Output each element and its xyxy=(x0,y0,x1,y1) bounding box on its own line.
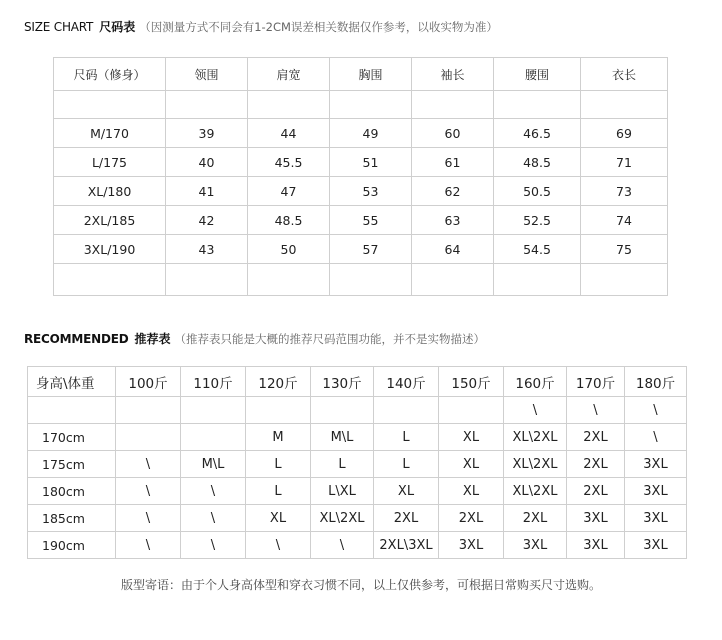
recommended-header-cell: 150斤 xyxy=(439,367,504,397)
size-chart-blank-cell xyxy=(166,91,248,119)
size-chart-cell: 43 xyxy=(166,235,248,264)
recommended-size-cell: 3XL xyxy=(625,451,687,478)
recommended-size-cell: \ xyxy=(567,397,625,424)
recommended-size-cell: L xyxy=(374,424,439,451)
size-chart-cell: 2XL/185 xyxy=(54,206,166,235)
size-chart-cell: 61 xyxy=(412,148,494,177)
recommended-size-cell: \ xyxy=(311,532,374,559)
recommended-size-cell: XL\2XL xyxy=(504,451,567,478)
size-chart-header-cell: 尺码（修身） xyxy=(54,58,166,91)
size-chart-cell: 40 xyxy=(166,148,248,177)
size-chart-header-cell: 腰围 xyxy=(494,58,581,91)
size-chart-header-cell: 衣长 xyxy=(581,58,668,91)
recommended-header-cell: 130斤 xyxy=(311,367,374,397)
size-chart-blank-cell xyxy=(54,91,166,119)
size-chart-cell: XL/180 xyxy=(54,177,166,206)
recommended-header-cell: 120斤 xyxy=(246,367,311,397)
size-chart-blank-cell xyxy=(54,264,166,296)
size-chart-cell: 55 xyxy=(330,206,412,235)
recommended-heading xyxy=(24,330,485,347)
recommended-header-cell: 160斤 xyxy=(504,367,567,397)
recommended-height-cell: 190cm xyxy=(28,532,116,559)
size-chart-cell: 49 xyxy=(330,119,412,148)
recommended-header-cell: 170斤 xyxy=(567,367,625,397)
size-chart-blank-cell xyxy=(494,91,581,119)
size-chart-header-cell: 肩宽 xyxy=(248,58,330,91)
size-chart-blank-cell xyxy=(412,91,494,119)
recommended-size-cell: L xyxy=(246,451,311,478)
recommended-size-cell xyxy=(374,397,439,424)
size-chart-cell: 41 xyxy=(166,177,248,206)
recommended-size-cell: M\L xyxy=(311,424,374,451)
recommended-height-cell xyxy=(28,397,116,424)
recommended-size-cell: \ xyxy=(625,397,687,424)
size-chart-blank-row xyxy=(54,264,668,296)
recommended-header-cell: 100斤 xyxy=(116,367,181,397)
recommended-size-cell: 2XL xyxy=(439,505,504,532)
recommended-height-cell: 185cm xyxy=(28,505,116,532)
size-chart-blank-cell xyxy=(248,91,330,119)
recommended-size-cell: \ xyxy=(116,451,181,478)
recommended-size-cell xyxy=(311,397,374,424)
recommended-size-cell: 3XL xyxy=(504,532,567,559)
recommended-size-cell: \ xyxy=(116,532,181,559)
size-chart-cell: 48.5 xyxy=(494,148,581,177)
recommended-size-cell xyxy=(246,397,311,424)
table-row xyxy=(54,235,668,264)
recommended-note: （推荐表只能是大概的推荐尺码范围功能，并不是实物描述） xyxy=(174,332,486,346)
table-row xyxy=(28,451,687,478)
recommended-size-cell: \ xyxy=(625,424,687,451)
recommended-size-cell: 2XL xyxy=(567,451,625,478)
size-chart-cell: 39 xyxy=(166,119,248,148)
size-chart-blank-cell xyxy=(166,264,248,296)
recommended-size-cell xyxy=(181,397,246,424)
size-chart-cell: 73 xyxy=(581,177,668,206)
recommended-height-cell: 180cm xyxy=(28,478,116,505)
recommended-size-cell: XL\2XL xyxy=(504,424,567,451)
size-chart-title-cn: 尺码表 xyxy=(99,20,136,34)
size-chart-heading xyxy=(24,18,498,35)
recommended-size-cell xyxy=(116,397,181,424)
recommended-size-cell: XL\2XL xyxy=(311,505,374,532)
size-chart-blank-cell xyxy=(330,91,412,119)
recommended-size-cell: L xyxy=(311,451,374,478)
size-chart-cell: 62 xyxy=(412,177,494,206)
size-chart-cell: 63 xyxy=(412,206,494,235)
recommended-size-cell: M\L xyxy=(181,451,246,478)
recommended-header-row xyxy=(28,367,687,397)
size-chart-header-cell: 袖长 xyxy=(412,58,494,91)
recommended-header-cell: 180斤 xyxy=(625,367,687,397)
size-chart-cell: 53 xyxy=(330,177,412,206)
size-chart-blank-cell xyxy=(581,264,668,296)
table-row xyxy=(54,177,668,206)
size-chart-blank-cell xyxy=(412,264,494,296)
size-chart-cell: 57 xyxy=(330,235,412,264)
recommended-height-cell: 170cm xyxy=(28,424,116,451)
size-chart-cell: 44 xyxy=(248,119,330,148)
size-chart-cell: 74 xyxy=(581,206,668,235)
recommended-size-cell: 3XL xyxy=(625,532,687,559)
recommended-size-cell: \ xyxy=(181,478,246,505)
table-row xyxy=(28,532,687,559)
recommended-table xyxy=(27,366,687,559)
recommended-size-cell: XL xyxy=(439,478,504,505)
recommended-size-cell: 3XL xyxy=(567,532,625,559)
recommended-size-cell xyxy=(116,424,181,451)
size-chart-cell: 52.5 xyxy=(494,206,581,235)
size-chart-cell: 60 xyxy=(412,119,494,148)
recommended-size-cell: 2XL xyxy=(374,505,439,532)
size-chart-table xyxy=(53,57,668,296)
size-chart-cell: L/175 xyxy=(54,148,166,177)
recommended-size-cell: \ xyxy=(504,397,567,424)
size-chart-cell: 54.5 xyxy=(494,235,581,264)
recommended-size-cell: 3XL xyxy=(439,532,504,559)
size-chart-title-en: SIZE CHART xyxy=(24,20,94,34)
recommended-size-cell xyxy=(439,397,504,424)
recommended-size-cell: L xyxy=(374,451,439,478)
size-chart-cell: 75 xyxy=(581,235,668,264)
recommended-size-cell: M xyxy=(246,424,311,451)
recommended-size-cell: \ xyxy=(246,532,311,559)
recommended-title-cn: 推荐表 xyxy=(134,332,171,346)
recommended-size-cell: \ xyxy=(116,478,181,505)
recommended-size-cell: XL xyxy=(439,451,504,478)
size-chart-blank-cell xyxy=(494,264,581,296)
table-row xyxy=(28,424,687,451)
recommended-size-cell xyxy=(181,424,246,451)
table-row xyxy=(54,206,668,235)
table-row xyxy=(28,505,687,532)
recommended-size-cell: XL xyxy=(246,505,311,532)
size-chart-cell: 71 xyxy=(581,148,668,177)
size-chart-blank-cell xyxy=(330,264,412,296)
recommended-size-cell: 3XL xyxy=(567,505,625,532)
size-chart-header-cell: 领围 xyxy=(166,58,248,91)
recommended-size-cell: L\XL xyxy=(311,478,374,505)
size-chart-cell: 69 xyxy=(581,119,668,148)
recommended-size-cell: XL\2XL xyxy=(504,478,567,505)
size-chart-cell: 47 xyxy=(248,177,330,206)
size-chart-cell: 3XL/190 xyxy=(54,235,166,264)
footnote: 版型寄语：由于个人身高体型和穿衣习惯不同，以上仅供参考，可根据日常购买尺寸选购。 xyxy=(120,578,601,592)
recommended-size-cell: 2XL xyxy=(567,424,625,451)
size-chart-cell: 64 xyxy=(412,235,494,264)
table-row xyxy=(28,478,687,505)
recommended-header-cell: 140斤 xyxy=(374,367,439,397)
recommended-size-cell: L xyxy=(246,478,311,505)
recommended-header-cell: 身高\体重 xyxy=(28,367,116,397)
size-chart-cell: 50.5 xyxy=(494,177,581,206)
recommended-header-cell: 110斤 xyxy=(181,367,246,397)
recommended-size-cell: \ xyxy=(181,532,246,559)
size-chart-cell: 51 xyxy=(330,148,412,177)
recommended-size-cell: \ xyxy=(116,505,181,532)
size-chart-header-row xyxy=(54,58,668,91)
table-row xyxy=(54,148,668,177)
recommended-size-cell: 3XL xyxy=(625,505,687,532)
size-chart-cell: 45.5 xyxy=(248,148,330,177)
size-chart-blank-cell xyxy=(248,264,330,296)
size-chart-cell: M/170 xyxy=(54,119,166,148)
recommended-size-cell: 2XL\3XL xyxy=(374,532,439,559)
size-chart-header-cell: 胸围 xyxy=(330,58,412,91)
recommended-size-cell: XL xyxy=(374,478,439,505)
recommended-size-cell: \ xyxy=(181,505,246,532)
table-row xyxy=(28,397,687,424)
recommended-height-cell: 175cm xyxy=(28,451,116,478)
recommended-size-cell: 2XL xyxy=(504,505,567,532)
table-row xyxy=(54,119,668,148)
size-chart-cell: 46.5 xyxy=(494,119,581,148)
size-chart-cell: 50 xyxy=(248,235,330,264)
recommended-title-en: RECOMMENDED xyxy=(24,332,129,346)
recommended-size-cell: 2XL xyxy=(567,478,625,505)
size-chart-note: （因测量方式不同会有1-2CM误差相关数据仅作参考，以收实物为准） xyxy=(139,20,498,34)
size-chart-blank-row xyxy=(54,91,668,119)
recommended-size-cell: 3XL xyxy=(625,478,687,505)
size-chart-cell: 48.5 xyxy=(248,206,330,235)
recommended-size-cell: XL xyxy=(439,424,504,451)
size-chart-cell: 42 xyxy=(166,206,248,235)
size-chart-blank-cell xyxy=(581,91,668,119)
